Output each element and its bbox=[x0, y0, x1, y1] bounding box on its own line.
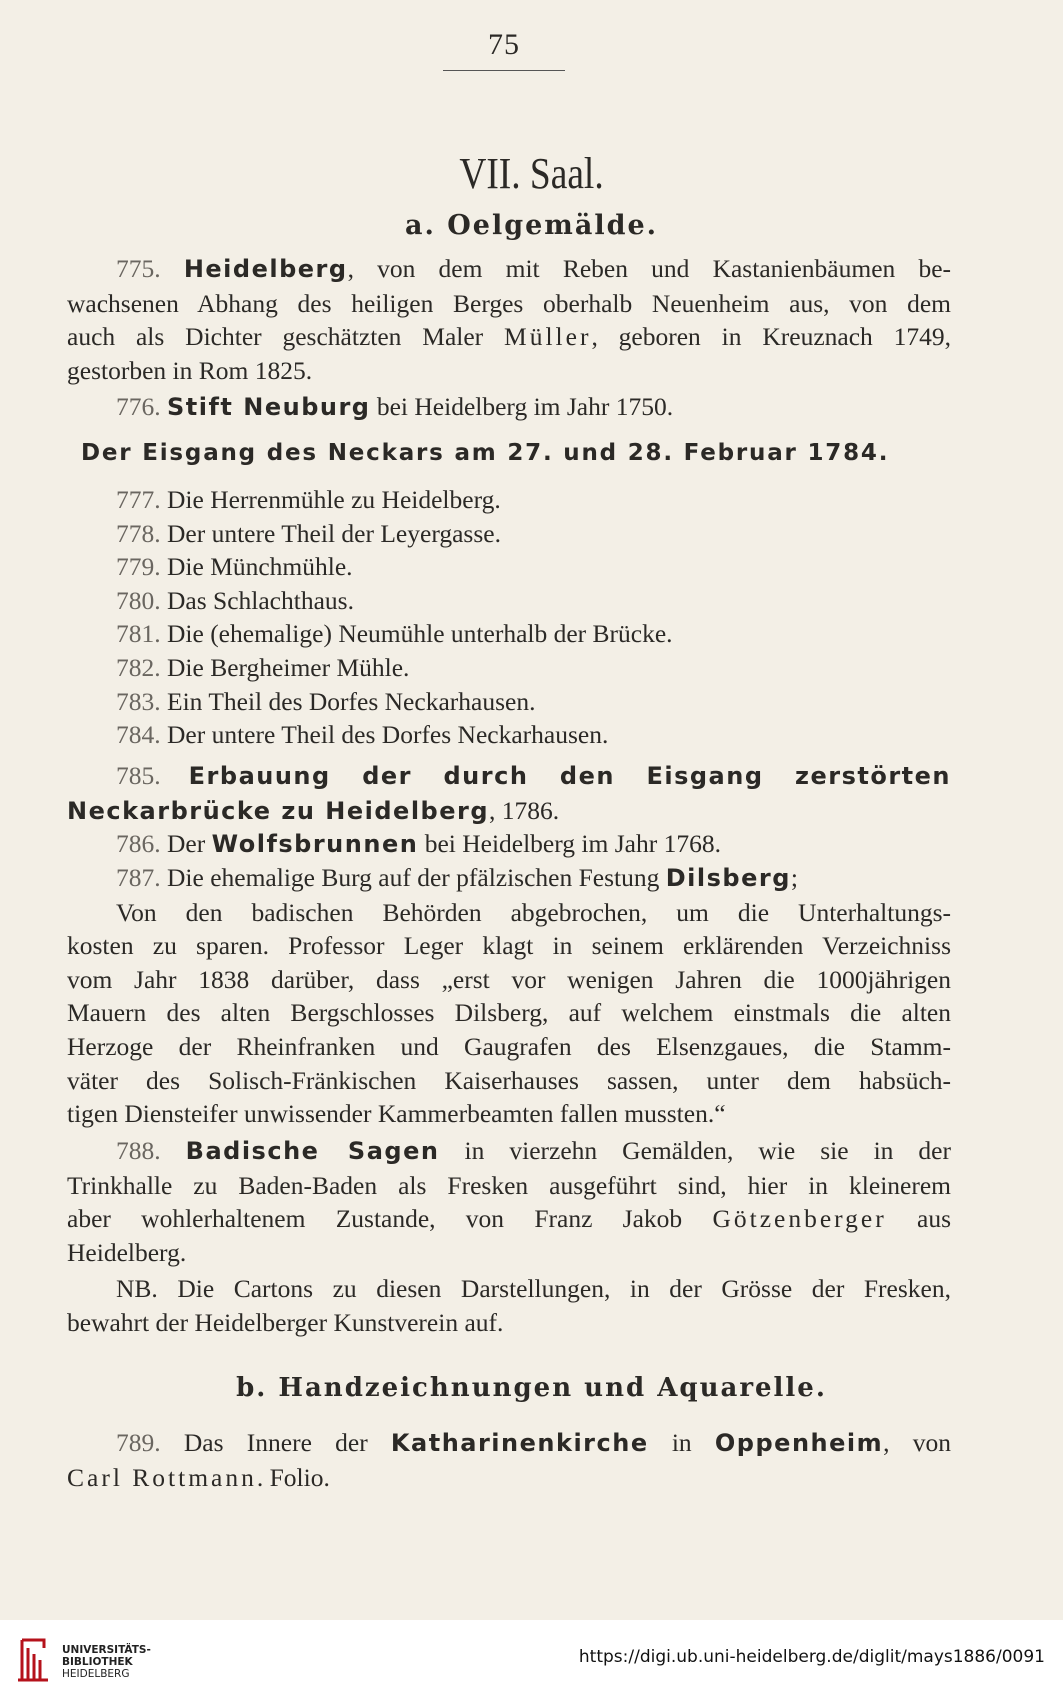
artist-name: Carl Rottmann bbox=[67, 1462, 257, 1492]
list-item bbox=[67, 685, 951, 719]
source-url-link[interactable]: https://digi.ub.uni-heidelberg.de/diglit/mays1886/0091 bbox=[578, 1647, 1045, 1667]
entry-number: 782. bbox=[116, 652, 161, 682]
entry-text: gestorben in Rom 1825. bbox=[67, 355, 313, 385]
entry-number: 779. bbox=[116, 552, 161, 582]
artist-name: Götzenberger bbox=[712, 1204, 887, 1234]
entry-text: Herzoge der Rheinfranken und Gaugrafen des Elsenzgaues, die Stamm- bbox=[67, 1031, 951, 1061]
entry-text: Das Innere der bbox=[183, 1428, 391, 1457]
entry-text: Die Herrenmühle zu Heidelberg. bbox=[167, 485, 501, 514]
entry-text: tigen Diensteifer unwissender Kammerbeamten fallen mussten.“ bbox=[67, 1099, 726, 1129]
entry-787 bbox=[67, 861, 951, 1131]
entry-title: Wolfsbrunnen bbox=[211, 830, 419, 858]
logo-line: BIBLIOTHEK bbox=[62, 1656, 133, 1668]
entry-789 bbox=[67, 1426, 951, 1494]
list-item bbox=[67, 517, 951, 551]
entry-text: aus bbox=[886, 1204, 951, 1234]
entry-text: , geboren in Kreuznach 1749, bbox=[591, 322, 951, 352]
section-heading-b: b. Handzeichnungen und Aquarelle. bbox=[236, 1373, 827, 1403]
entry-text: Der untere Theil des Dorfes Neckarhausen. bbox=[167, 720, 609, 750]
artist-name: Müller bbox=[504, 322, 592, 352]
entry-number: 776. bbox=[116, 392, 161, 421]
entry-number: 785. bbox=[116, 761, 161, 790]
entry-text: Der bbox=[167, 829, 212, 858]
entry-number: 780. bbox=[116, 585, 161, 615]
library-logo-icon bbox=[14, 1634, 54, 1686]
entry-786 bbox=[67, 827, 951, 862]
entry-number: 777. bbox=[116, 485, 161, 514]
footer-bar bbox=[0, 1620, 1063, 1701]
entry-text: Die Bergheimer Mühle. bbox=[167, 652, 410, 682]
entry-number: 788. bbox=[116, 1136, 161, 1165]
subheading-eisgang: Der Eisgang des Neckars am 27. und 28. Februar 1784. bbox=[81, 440, 890, 466]
entry-title: Stift Neuburg bbox=[167, 393, 371, 421]
page-title: VII. Saal. bbox=[459, 149, 604, 198]
entry-text: ; bbox=[790, 863, 798, 892]
list-item bbox=[67, 718, 951, 752]
entry-text: Die ehemalige Burg auf der pfälzischen Festung bbox=[167, 863, 666, 892]
entry-text: Das Schlachthaus. bbox=[167, 585, 354, 615]
entry-text: Die (ehemalige) Neumühle unterhalb der Brücke. bbox=[167, 619, 673, 649]
entry-text: Trinkhalle zu Baden-Baden als Fresken ausgeführt sind, hier in kleinerem bbox=[67, 1170, 951, 1200]
entry-text: kosten zu sparen. Professor Leger klagt in seinem erklärenden Verzeichniss bbox=[67, 931, 951, 961]
entry-text: in bbox=[648, 1428, 715, 1457]
entry-list bbox=[67, 483, 951, 752]
list-item bbox=[67, 550, 951, 584]
list-item bbox=[67, 617, 951, 651]
library-logo-text bbox=[62, 1644, 151, 1680]
entry-title: Katharinenkirche bbox=[390, 1429, 649, 1457]
entry-number: 786. bbox=[116, 829, 161, 858]
entry-title: Badische Sagen bbox=[185, 1137, 440, 1165]
entry-text: vom Jahr 1838 darüber, dass „erst vor wenigen Jahren die 1000jährigen bbox=[67, 964, 951, 994]
entry-text: Der untere Theil der Leyergasse. bbox=[167, 518, 501, 548]
entry-text: , 1786. bbox=[489, 795, 560, 825]
entry-number: 781. bbox=[116, 619, 161, 649]
entry-text: NB. Die Cartons zu diesen Darstellungen, in der Grösse der Fresken, bbox=[116, 1274, 951, 1303]
section-heading-a: a. Oelgemälde. bbox=[404, 210, 659, 241]
logo-line: HEIDELBERG bbox=[62, 1668, 130, 1680]
entry-775 bbox=[67, 252, 951, 387]
entry-text: Ein Theil des Dorfes Neckarhausen. bbox=[167, 686, 536, 716]
entry-text: in vierzehn Gemälden, wie sie in der bbox=[439, 1136, 951, 1165]
entry-text: väter des Solisch-Fränkischen Kaiserhauses sassen, unter dem habsüch- bbox=[67, 1065, 951, 1095]
entry-785 bbox=[67, 759, 951, 828]
entry-number: 789. bbox=[116, 1428, 161, 1457]
entry-text: . Folio. bbox=[256, 1462, 330, 1492]
entry-text: Von den badischen Behörden abgebrochen, um die Unterhaltungs- bbox=[116, 897, 951, 927]
entry-text: wachsenen Abhang des heiligen Berges oberhalb Neuenheim aus, von dem bbox=[67, 288, 951, 318]
list-item bbox=[67, 651, 951, 685]
entry-text: Mauern des alten Bergschlosses Dilsberg, auf welchem einstmals die alten bbox=[67, 998, 951, 1028]
entry-text: Die Münchmühle. bbox=[167, 552, 353, 582]
entry-number: 778. bbox=[116, 518, 161, 548]
entry-number: 783. bbox=[116, 686, 161, 716]
page-number: 75 bbox=[488, 28, 520, 61]
page-number-rule bbox=[443, 70, 565, 71]
entry-title: Erbauung der durch den Eisgang zerstörten bbox=[188, 762, 952, 790]
entry-776 bbox=[67, 390, 951, 425]
entry-number: 775. bbox=[116, 254, 161, 283]
entry-text: , von bbox=[883, 1428, 952, 1457]
entry-nb bbox=[67, 1272, 951, 1339]
entry-title: Oppenheim bbox=[714, 1429, 884, 1457]
list-item bbox=[67, 483, 951, 517]
entry-text: auch als Dichter geschätzten Maler bbox=[67, 322, 505, 352]
entry-text: bewahrt der Heidelberger Kunstverein auf. bbox=[67, 1307, 504, 1337]
logo-line: UNIVERSITÄTS- bbox=[62, 1644, 151, 1656]
entry-788 bbox=[67, 1134, 951, 1269]
entry-text: Heidelberg. bbox=[67, 1237, 187, 1267]
entry-text: , von dem mit Reben und Kastanienbäumen be- bbox=[347, 254, 952, 283]
entry-title: Dilsberg bbox=[665, 864, 791, 892]
entry-number: 787. bbox=[116, 863, 161, 892]
entry-text: bei Heidelberg im Jahr 1768. bbox=[418, 829, 721, 858]
entry-number: 784. bbox=[116, 720, 161, 750]
entry-text: aber wohlerhaltenem Zustande, von Franz Jakob bbox=[67, 1204, 713, 1234]
entry-text: bei Heidelberg im Jahr 1750. bbox=[370, 392, 674, 421]
list-item bbox=[67, 584, 951, 618]
entry-title: Heidelberg bbox=[183, 255, 348, 283]
entry-title: Neckarbrücke zu Heidelberg bbox=[67, 796, 490, 825]
